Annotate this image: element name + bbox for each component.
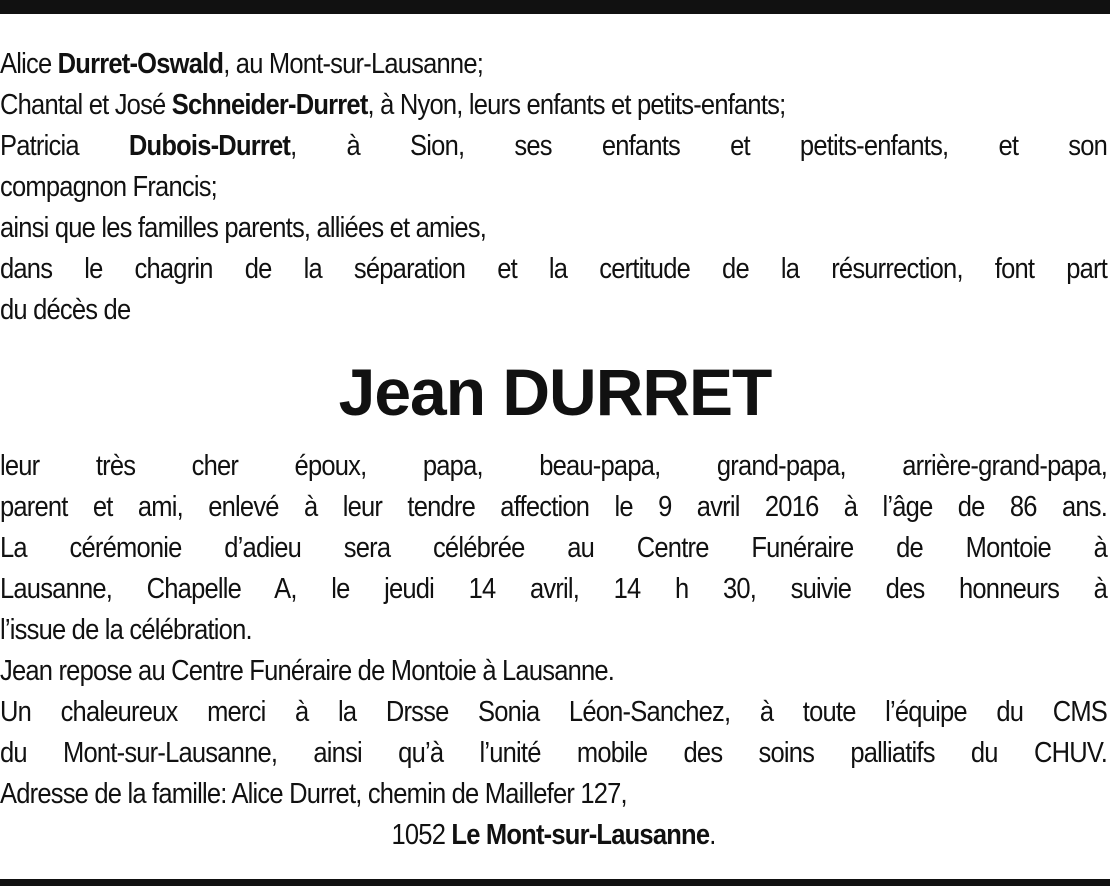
obituary-body — [0, 446, 1107, 856]
family-address-line: Adresse de la famille: Alice Durret, chemin de Maillefer 127, — [0, 778, 627, 810]
body-line: Un chaleureux merci à la Drsse Sonia Léon-Sanchez, à toute l’équipe du CMS — [0, 696, 1108, 728]
family-announcement — [0, 44, 1107, 331]
body-line: l’issue de la célébration. — [0, 614, 252, 646]
family-line-deces: du décès de — [0, 294, 131, 326]
top-border-rule — [0, 0, 1110, 14]
body-line: parent et ami, enlevé à leur tendre affection le 9 avril 2016 à l’âge de 86 ans. — [0, 491, 1108, 523]
body-line: Lausanne, Chapelle A, le jeudi 14 avril, 14 h 30, suivie des honneurs à — [0, 573, 1108, 605]
deceased-name: Jean DURRET — [338, 355, 772, 429]
family-line-sorrow: dans le chagrin de la séparation et la certitude de la résurrection, font part — [0, 253, 1108, 285]
family-surname: Dubois-Durret — [128, 130, 291, 162]
body-line: leur très cher époux, papa, beau-papa, grand-papa, arrière-grand-papa, — [0, 450, 1108, 482]
bottom-border-rule — [0, 879, 1110, 886]
family-line-relatives: ainsi que les familles parents, alliées et amies, — [0, 212, 487, 244]
body-line: du Mont-sur-Lausanne, ainsi qu’à l’unité mobile des soins palliatifs du CHUV. — [0, 737, 1108, 769]
body-line: La cérémonie d’adieu sera célébrée au Centre Funéraire de Montoie à — [0, 532, 1108, 564]
body-line: Jean repose au Centre Funéraire de Montoie à Lausanne. — [0, 655, 615, 687]
family-line-francis: compagnon Francis; — [0, 171, 217, 203]
family-address-locality: 1052 Le Mont-sur-Lausanne. — [391, 819, 716, 851]
family-surname: Durret-Oswald — [57, 48, 224, 80]
family-surname: Schneider-Durret — [171, 89, 368, 121]
locality-name: Le Mont-sur-Lausanne — [451, 819, 710, 851]
family-line-alice: Alice Durret-Oswald, au Mont-sur-Lausanne; — [0, 48, 484, 80]
family-line-chantal-jose: Chantal et José Schneider-Durret, à Nyon, leurs enfants et petits-enfants; — [0, 89, 786, 121]
family-line-patricia: Patricia Dubois-Durret, à Sion, ses enfants et petits-enfants, et son — [0, 130, 1108, 162]
